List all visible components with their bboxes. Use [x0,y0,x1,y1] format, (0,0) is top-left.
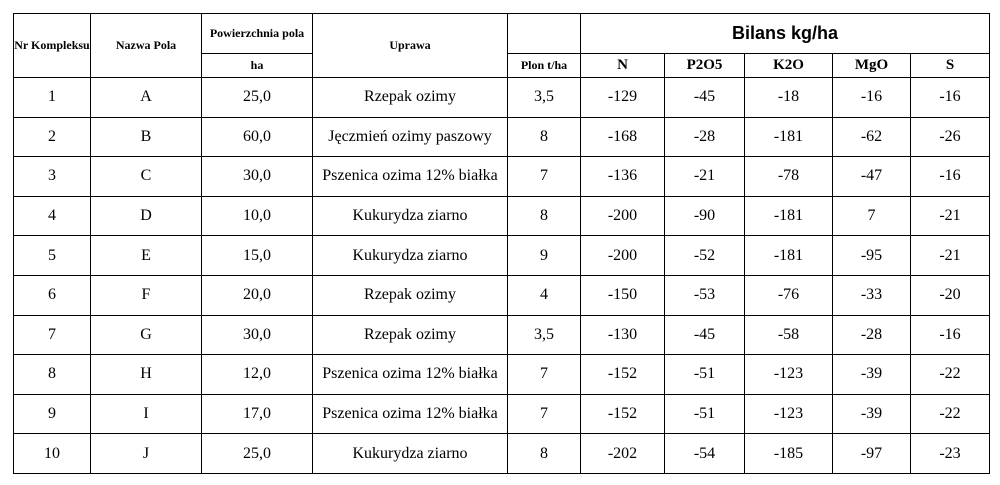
cell-nr: 9 [14,394,91,434]
header-bilans: Bilans kg/ha [581,14,990,54]
cell-nazwa: F [91,275,202,315]
cell-nazwa: C [91,157,202,197]
cell-s: -16 [911,157,990,197]
cell-k2o: -18 [745,78,833,118]
cell-plon: 3,5 [508,78,581,118]
cell-nr: 2 [14,117,91,157]
cell-nr: 7 [14,315,91,355]
cell-plon: 8 [508,434,581,474]
cell-nazwa: D [91,196,202,236]
cell-k2o: -181 [745,117,833,157]
table-row [14,275,990,315]
cell-n: -200 [581,196,665,236]
cell-mgo: -62 [833,117,911,157]
header-p2o5: P2O5 [665,54,745,78]
cell-uprawa: Kukurydza ziarno [313,434,508,474]
cell-p2o5: -51 [665,355,745,395]
table-row [14,196,990,236]
cell-ha: 10,0 [202,196,313,236]
header-powierzchnia: Powierzchnia pola [202,14,313,54]
cell-ha: 30,0 [202,157,313,197]
cell-p2o5: -51 [665,394,745,434]
cell-n: -150 [581,275,665,315]
cell-k2o: -181 [745,196,833,236]
cell-nr: 3 [14,157,91,197]
cell-uprawa: Pszenica ozima 12% białka [313,355,508,395]
cell-p2o5: -28 [665,117,745,157]
cell-mgo: -95 [833,236,911,276]
cell-mgo: -97 [833,434,911,474]
cell-ha: 25,0 [202,78,313,118]
cell-p2o5: -53 [665,275,745,315]
cell-ha: 60,0 [202,117,313,157]
header-k2o: K2O [745,54,833,78]
cell-mgo: -33 [833,275,911,315]
cell-nr: 10 [14,434,91,474]
cell-n: -152 [581,394,665,434]
cell-n: -168 [581,117,665,157]
cell-nr: 5 [14,236,91,276]
cell-p2o5: -21 [665,157,745,197]
cell-p2o5: -90 [665,196,745,236]
cell-k2o: -78 [745,157,833,197]
cell-n: -129 [581,78,665,118]
cell-p2o5: -52 [665,236,745,276]
cell-ha: 15,0 [202,236,313,276]
table-row [14,315,990,355]
cell-uprawa: Pszenica ozima 12% białka [313,394,508,434]
cell-ha: 30,0 [202,315,313,355]
cell-plon: 8 [508,117,581,157]
cell-nazwa: H [91,355,202,395]
cell-s: -20 [911,275,990,315]
cell-s: -22 [911,394,990,434]
cell-nr: 8 [14,355,91,395]
cell-nr: 4 [14,196,91,236]
cell-plon: 4 [508,275,581,315]
cell-s: -16 [911,78,990,118]
cell-s: -21 [911,236,990,276]
cell-nazwa: B [91,117,202,157]
table-row [14,117,990,157]
cell-ha: 17,0 [202,394,313,434]
cell-s: -23 [911,434,990,474]
table-row [14,236,990,276]
cell-nazwa: E [91,236,202,276]
cell-k2o: -123 [745,394,833,434]
cell-uprawa: Pszenica ozima 12% białka [313,157,508,197]
cell-uprawa: Rzepak ozimy [313,315,508,355]
table-row [14,157,990,197]
header-mgo: MgO [833,54,911,78]
cell-nazwa: G [91,315,202,355]
cell-mgo: -39 [833,394,911,434]
cell-k2o: -58 [745,315,833,355]
cell-mgo: -39 [833,355,911,395]
cell-plon: 7 [508,394,581,434]
cell-k2o: -76 [745,275,833,315]
cell-mgo: -28 [833,315,911,355]
cell-plon: 7 [508,355,581,395]
cell-uprawa: Jęczmień ozimy paszowy [313,117,508,157]
cell-s: -21 [911,196,990,236]
cell-n: -152 [581,355,665,395]
cell-uprawa: Kukurydza ziarno [313,196,508,236]
cell-plon: 8 [508,196,581,236]
header-plon: Plon t/ha [508,54,581,78]
cell-ha: 12,0 [202,355,313,395]
nutrient-balance-table [13,13,990,474]
header-n: N [581,54,665,78]
cell-s: -26 [911,117,990,157]
cell-plon: 7 [508,157,581,197]
cell-nr: 1 [14,78,91,118]
cell-mgo: 7 [833,196,911,236]
cell-p2o5: -45 [665,78,745,118]
header-uprawa: Uprawa [313,14,508,78]
cell-mgo: -16 [833,78,911,118]
header-s: S [911,54,990,78]
cell-ha: 20,0 [202,275,313,315]
cell-nazwa: I [91,394,202,434]
cell-mgo: -47 [833,157,911,197]
cell-n: -200 [581,236,665,276]
cell-uprawa: Rzepak ozimy [313,275,508,315]
table-row [14,355,990,395]
cell-p2o5: -45 [665,315,745,355]
cell-s: -16 [911,315,990,355]
cell-plon: 9 [508,236,581,276]
cell-uprawa: Kukurydza ziarno [313,236,508,276]
header-plon-blank [508,14,581,54]
cell-p2o5: -54 [665,434,745,474]
header-ha: ha [202,54,313,78]
cell-n: -136 [581,157,665,197]
header-nazwa-pola: Nazwa Pola [91,14,202,78]
cell-nazwa: J [91,434,202,474]
cell-nazwa: A [91,78,202,118]
cell-k2o: -181 [745,236,833,276]
cell-n: -202 [581,434,665,474]
cell-k2o: -123 [745,355,833,395]
cell-s: -22 [911,355,990,395]
header-nr-kompleksu: Nr Kompleksu [14,14,91,78]
cell-k2o: -185 [745,434,833,474]
cell-n: -130 [581,315,665,355]
cell-plon: 3,5 [508,315,581,355]
table-row [14,434,990,474]
table-row [14,394,990,434]
cell-ha: 25,0 [202,434,313,474]
table-row [14,78,990,118]
cell-uprawa: Rzepak ozimy [313,78,508,118]
cell-nr: 6 [14,275,91,315]
